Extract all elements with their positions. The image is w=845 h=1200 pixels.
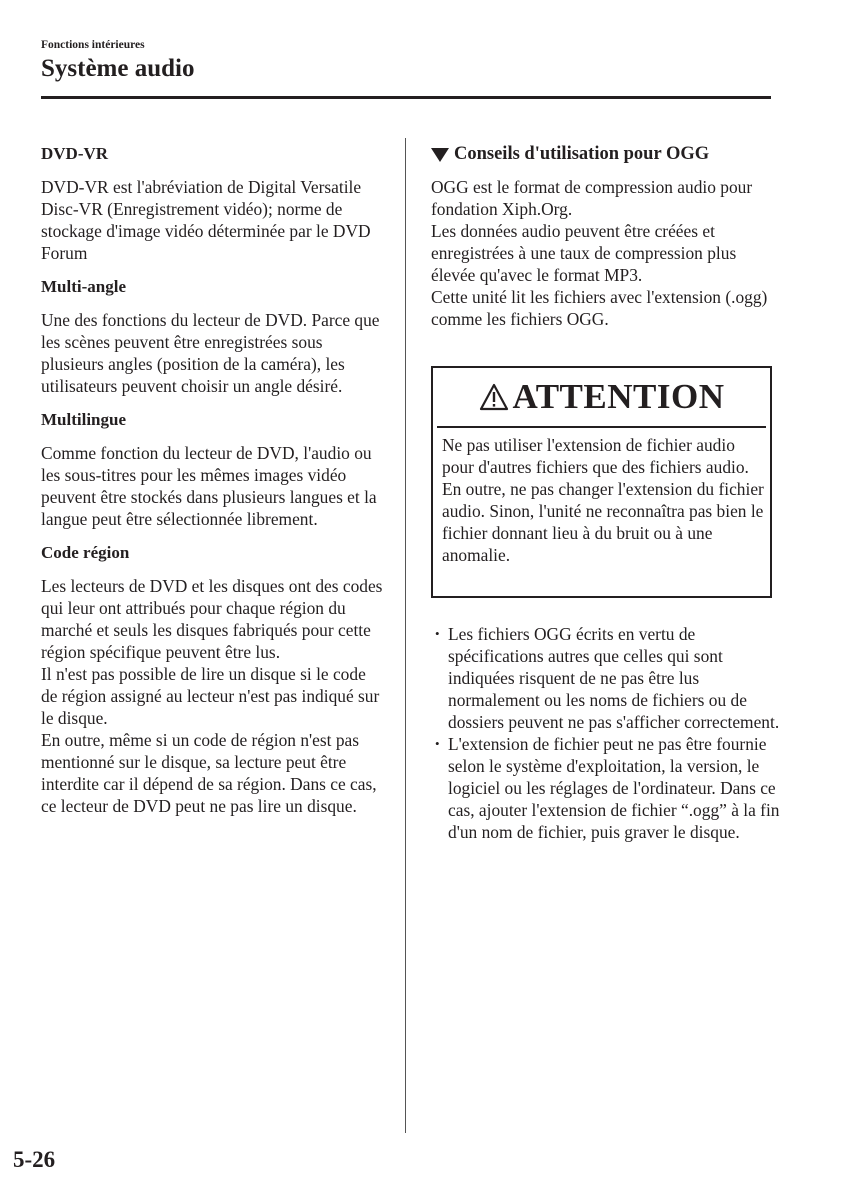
- attention-box: [431, 366, 772, 598]
- attention-title: ATTENTION: [512, 377, 725, 416]
- down-triangle-icon: [431, 148, 449, 162]
- definition-heading: Code région: [41, 543, 130, 562]
- ogg-heading-text: Conseils d'utilisation pour OGG: [454, 144, 710, 164]
- ogg-paragraph: OGG est le format de compression audio pour fondation Xiph.Org.: [431, 177, 753, 219]
- ogg-paragraph: Les données audio peuvent être créées et enregistrées à une taux de compression plus élevée qu'avec le format MP3.: [431, 221, 737, 285]
- definition-heading: Multi-angle: [41, 277, 126, 296]
- right-column: [431, 143, 776, 330]
- definition-multi-angle: [41, 276, 386, 397]
- definition-dvd-vr: [41, 143, 386, 264]
- bullet-icon: •: [435, 626, 440, 641]
- column-divider: [405, 138, 406, 1133]
- warning-triangle-icon: [479, 383, 509, 411]
- ogg-paragraph: Cette unité lit les fichiers avec l'extension (.ogg) comme les fichiers OGG.: [431, 287, 768, 329]
- list-item: [435, 623, 780, 733]
- list-item-text: Les fichiers OGG écrits en vertu de spécifications autres que celles qui sont indiquées risquent de ne pas être lus normalement ou les noms de fichiers ou de dossiers peuvent ne pas s'afficher correctement.: [448, 624, 780, 732]
- page-header: [41, 38, 771, 84]
- definition-text: DVD-VR est l'abréviation de Digital Versatile Disc-VR (Enregistrement vidéo); norme de stockage d'image vidéo déterminée par le DVD Forum: [41, 177, 371, 263]
- list-item: [435, 733, 780, 843]
- definition-text: Une des fonctions du lecteur de DVD. Parce que les scènes peuvent être enregistrées sous plusieurs angles (position de la caméra), les utilisateurs peuvent choisir un angle désiré.: [41, 310, 380, 396]
- list-item-text: L'extension de fichier peut ne pas être fournie selon le système d'exploitation, la version, le logiciel ou les réglages de l'ordinateur. Dans ce cas, ajouter l'extension de fichier “.ogg” à la fin d'un nom de fichier, puis graver le disque.: [448, 734, 780, 842]
- section-kicker: Fonctions intérieures: [41, 39, 145, 51]
- definition-text: Il n'est pas possible de lire un disque si le code de région assigné au lecteur n'est pas indiqué sur le disque.: [41, 664, 380, 728]
- definition-code-region: [41, 542, 386, 817]
- definition-text: Les lecteurs de DVD et les disques ont des codes qui leur ont attribués pour chaque région du marché et seuls les disques fabriqués pour cette région spécifique peuvent être lus.: [41, 576, 383, 662]
- definition-heading: DVD-VR: [41, 144, 109, 163]
- page-title: Système audio: [41, 55, 195, 82]
- definition-text: Comme fonction du lecteur de DVD, l'audio ou les sous-titres pour les mêmes images vidéo peuvent être stockés dans plusieurs langues et la langue peut être sélectionnée librement.: [41, 443, 377, 529]
- left-column: [41, 143, 386, 829]
- ogg-section-heading: [431, 143, 776, 165]
- ogg-notes-list: [435, 623, 780, 843]
- definition-heading: Multilingue: [41, 410, 127, 429]
- header-rule: [41, 96, 771, 99]
- bullet-icon: •: [435, 736, 440, 751]
- definition-multilingue: [41, 409, 386, 530]
- page-number: 5-26: [13, 1147, 56, 1172]
- attention-text: Ne pas utiliser l'extension de fichier audio pour d'autres fichiers que des fichiers audio. En outre, ne pas changer l'extension du fichier audio. Sinon, l'unité ne reconnaîtra pas bien le fichier donnant lieu à du bruit ou à une anomalie.: [442, 435, 764, 565]
- definition-text: En outre, même si un code de région n'est pas mentionné sur le disque, sa lecture peut être interdite car il dépend de sa région. Dans ce cas, ce lecteur de DVD peut ne pas lire un disque.: [41, 730, 377, 816]
- attention-header: [437, 368, 766, 428]
